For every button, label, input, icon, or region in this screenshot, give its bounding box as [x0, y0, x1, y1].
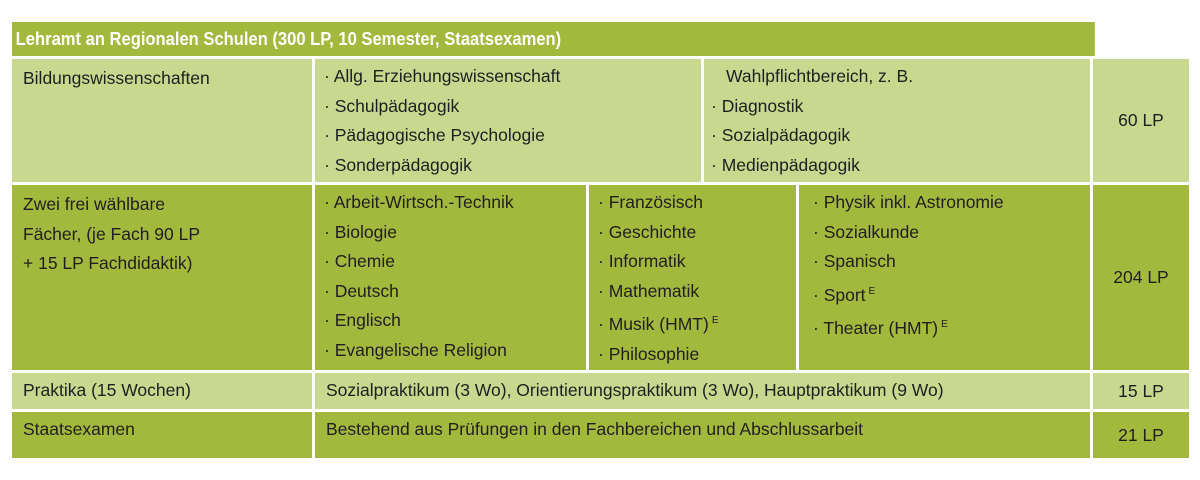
lp-value: 15 LP — [1118, 380, 1164, 401]
row-bildung-label-text: Bildungswissenschaften — [23, 68, 210, 88]
list-item: · Arbeit-Wirtsch.-Technik — [324, 192, 514, 212]
row-faecher-lp — [1093, 185, 1189, 370]
list-item: · Philosophie — [598, 343, 700, 364]
label-line: + 15 LP Fachdidaktik) — [23, 253, 193, 273]
label-line: Fächer, (je Fach 90 LP — [23, 223, 201, 244]
list-item: · Mathematik — [598, 280, 700, 301]
lp-value: 60 LP — [1118, 110, 1164, 130]
table-title: Lehramt an Regionalen Schulen (300 LP, 10 Semester, Staatsexamen) — [12, 22, 1095, 56]
list-item — [598, 306, 796, 340]
list-item: · Sozialpädagogik — [711, 125, 851, 145]
list-item: · Englisch — [324, 310, 401, 330]
list-item: · Geschichte — [598, 221, 697, 242]
list-item: · Medienpädagogik — [711, 154, 860, 175]
list-item: · Evangelische Religion — [324, 339, 507, 360]
row-faecher-col1 — [315, 185, 586, 370]
row-faecher-label — [12, 185, 312, 370]
row-praktika-lp — [1093, 373, 1189, 409]
exam-superscript: E — [711, 315, 719, 326]
row-staatsexamen-content-text: Bestehend aus Prüfungen in den Fachbereichen und Abschlussarbeit — [326, 419, 864, 439]
row-bildung-lp — [1093, 59, 1189, 182]
list-item — [813, 277, 1090, 311]
list-item: · Chemie — [324, 251, 395, 271]
list-item: · Französisch — [598, 192, 704, 212]
row-bildung-col2 — [704, 59, 1090, 182]
lp-value: 21 LP — [1118, 424, 1164, 445]
exam-superscript: E — [868, 285, 876, 297]
list-item: · Diagnostik — [711, 95, 804, 116]
row-praktika-content — [315, 373, 1090, 409]
lp-value: 204 LP — [1113, 267, 1169, 287]
row-faecher-col3 — [799, 185, 1090, 370]
row-praktika-content-text: Sozialpraktikum (3 Wo), Orientierungspraktikum (3 Wo), Hauptpraktikum (9 Wo) — [326, 380, 944, 400]
row-staatsexamen-label-text: Staatsexamen — [23, 419, 135, 439]
row-bildung-col1 — [315, 59, 701, 182]
list-item: · Biologie — [324, 221, 397, 242]
row-bildung-label — [12, 59, 312, 182]
row-staatsexamen-content — [315, 412, 1090, 458]
list-item: · Allg. Erziehungswissenschaft — [324, 66, 561, 86]
list-item: · Pädagogische Psychologie — [324, 125, 545, 145]
list-item: · Spanisch — [813, 251, 896, 271]
wahlpflicht-heading: Wahlpflichtbereich, z. B. — [726, 66, 914, 86]
list-item: · Informatik — [598, 251, 686, 271]
list-item: · Deutsch — [324, 280, 399, 301]
list-item: · Schulpädagogik — [324, 95, 460, 116]
list-item — [813, 310, 1090, 344]
label-line: Zwei frei wählbare — [23, 194, 165, 214]
list-item: · Physik inkl. Astronomie — [813, 192, 1004, 212]
list-item: · Sonderpädagogik — [324, 154, 472, 175]
row-faecher-col2 — [589, 185, 796, 370]
list-item-text: · Sport — [813, 284, 866, 305]
list-item-text: · Theater (HMT) — [813, 318, 939, 338]
exam-superscript: E — [941, 319, 948, 330]
list-item-text: · Musik (HMT) — [598, 314, 709, 334]
list-item: · Sozialkunde — [813, 221, 920, 242]
row-praktika-label — [12, 373, 312, 409]
row-staatsexamen-lp — [1093, 412, 1189, 458]
row-praktika-label-text: Praktika (15 Wochen) — [23, 380, 191, 400]
row-staatsexamen-label — [12, 412, 312, 458]
